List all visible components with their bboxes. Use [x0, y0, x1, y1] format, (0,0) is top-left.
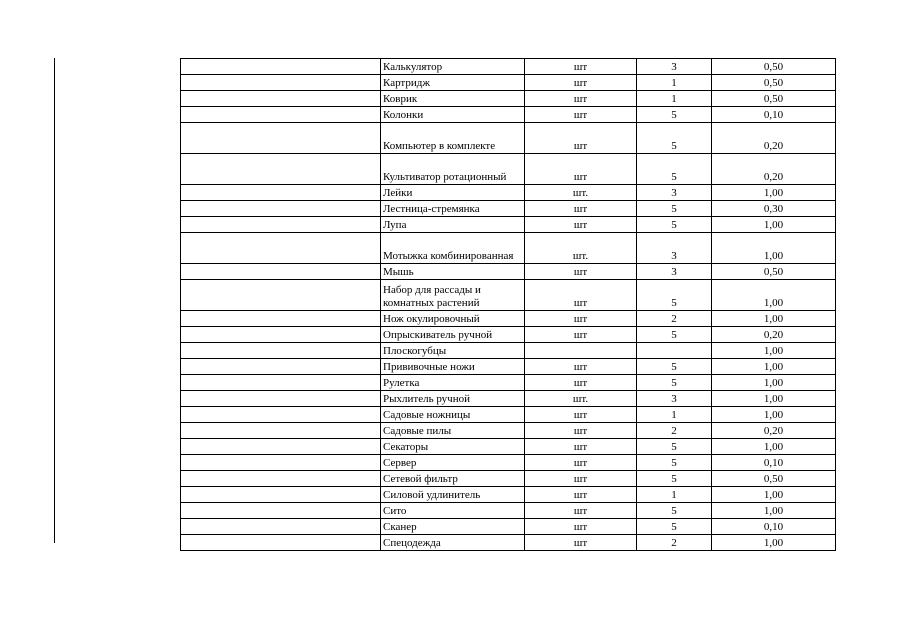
- quantity-cell: 1: [637, 91, 712, 107]
- rate-cell: 1,00: [712, 359, 836, 375]
- rate-cell: 1,00: [712, 185, 836, 201]
- item-name-cell: Спецодежда: [381, 535, 525, 551]
- blank-cell: [181, 519, 381, 535]
- item-name-cell: Плоскогубцы: [381, 343, 525, 359]
- rate-cell: 1,00: [712, 343, 836, 359]
- inventory-table: [180, 58, 836, 551]
- table-row: [181, 439, 836, 455]
- item-name-cell: Опрыскиватель ручной: [381, 327, 525, 343]
- quantity-cell: 5: [637, 519, 712, 535]
- table-row: [181, 123, 836, 154]
- item-name-cell: Лупа: [381, 217, 525, 233]
- unit-cell: шт: [525, 264, 637, 280]
- quantity-cell: [637, 343, 712, 359]
- item-name-cell: Рулетка: [381, 375, 525, 391]
- rate-cell: 1,00: [712, 280, 836, 311]
- table-row: [181, 217, 836, 233]
- rate-cell: 0,30: [712, 201, 836, 217]
- item-name-cell: Рыхлитель ручной: [381, 391, 525, 407]
- table-row: [181, 107, 836, 123]
- rate-cell: 0,50: [712, 91, 836, 107]
- unit-cell: шт.: [525, 233, 637, 264]
- quantity-cell: 2: [637, 535, 712, 551]
- table-row: [181, 407, 836, 423]
- blank-cell: [181, 487, 381, 503]
- item-name-cell: Секаторы: [381, 439, 525, 455]
- table-row: [181, 311, 836, 327]
- item-name-cell: Лестница-стремянка: [381, 201, 525, 217]
- item-name-cell: Набор для рассады и комнатных растений: [381, 280, 525, 311]
- item-name-cell: Компьютер в комплекте: [381, 123, 525, 154]
- blank-cell: [181, 455, 381, 471]
- blank-cell: [181, 233, 381, 264]
- quantity-cell: 5: [637, 503, 712, 519]
- blank-cell: [181, 375, 381, 391]
- unit-cell: шт: [525, 455, 637, 471]
- table-row: [181, 375, 836, 391]
- quantity-cell: 2: [637, 311, 712, 327]
- quantity-cell: 1: [637, 407, 712, 423]
- table-row: [181, 154, 836, 185]
- item-name-cell: Калькулятор: [381, 59, 525, 75]
- item-name-cell: Прививочные ножи: [381, 359, 525, 375]
- quantity-cell: 5: [637, 201, 712, 217]
- rate-cell: 0,50: [712, 75, 836, 91]
- rate-cell: 1,00: [712, 391, 836, 407]
- unit-cell: шт: [525, 123, 637, 154]
- blank-cell: [181, 201, 381, 217]
- blank-cell: [181, 359, 381, 375]
- blank-cell: [181, 280, 381, 311]
- unit-cell: шт: [525, 487, 637, 503]
- rate-cell: 1,00: [712, 407, 836, 423]
- quantity-cell: 5: [637, 375, 712, 391]
- blank-cell: [181, 471, 381, 487]
- unit-cell: шт: [525, 407, 637, 423]
- rate-cell: 1,00: [712, 535, 836, 551]
- table-row: [181, 487, 836, 503]
- table-row: [181, 185, 836, 201]
- blank-cell: [181, 91, 381, 107]
- unit-cell: шт: [525, 201, 637, 217]
- table-row: [181, 233, 836, 264]
- item-name-cell: Коврик: [381, 91, 525, 107]
- table-row: [181, 59, 836, 75]
- rate-cell: 0,50: [712, 264, 836, 280]
- quantity-cell: 5: [637, 439, 712, 455]
- unit-cell: шт.: [525, 391, 637, 407]
- unit-cell: шт: [525, 91, 637, 107]
- table-row: [181, 201, 836, 217]
- table-row: [181, 535, 836, 551]
- rate-cell: 1,00: [712, 439, 836, 455]
- rate-cell: 0,20: [712, 123, 836, 154]
- rate-cell: 1,00: [712, 217, 836, 233]
- unit-cell: шт: [525, 217, 637, 233]
- item-name-cell: Лейки: [381, 185, 525, 201]
- inventory-table-body: [181, 59, 836, 551]
- item-name-cell: Мотыжка комбинированная: [381, 233, 525, 264]
- rate-cell: 0,10: [712, 455, 836, 471]
- unit-cell: шт: [525, 359, 637, 375]
- quantity-cell: 1: [637, 75, 712, 91]
- rate-cell: 0,10: [712, 519, 836, 535]
- table-row: [181, 391, 836, 407]
- table-row: [181, 264, 836, 280]
- item-name-cell: Колонки: [381, 107, 525, 123]
- rate-cell: 1,00: [712, 503, 836, 519]
- blank-cell: [181, 75, 381, 91]
- blank-cell: [181, 343, 381, 359]
- blank-cell: [181, 423, 381, 439]
- blank-cell: [181, 185, 381, 201]
- item-name-cell: Мышь: [381, 264, 525, 280]
- blank-cell: [181, 107, 381, 123]
- unit-cell: шт: [525, 59, 637, 75]
- quantity-cell: 5: [637, 455, 712, 471]
- page-margin-line: [54, 58, 55, 543]
- rate-cell: 1,00: [712, 311, 836, 327]
- quantity-cell: 1: [637, 487, 712, 503]
- table-row: [181, 75, 836, 91]
- rate-cell: 1,00: [712, 375, 836, 391]
- unit-cell: шт: [525, 535, 637, 551]
- table-row: [181, 455, 836, 471]
- quantity-cell: 5: [637, 471, 712, 487]
- quantity-cell: 5: [637, 154, 712, 185]
- blank-cell: [181, 123, 381, 154]
- rate-cell: 0,10: [712, 107, 836, 123]
- unit-cell: [525, 343, 637, 359]
- blank-cell: [181, 327, 381, 343]
- unit-cell: шт: [525, 327, 637, 343]
- item-name-cell: Сито: [381, 503, 525, 519]
- table-row: [181, 91, 836, 107]
- blank-cell: [181, 439, 381, 455]
- unit-cell: шт: [525, 107, 637, 123]
- unit-cell: шт: [525, 471, 637, 487]
- table-row: [181, 519, 836, 535]
- rate-cell: 1,00: [712, 487, 836, 503]
- rate-cell: 0,20: [712, 154, 836, 185]
- quantity-cell: 5: [637, 217, 712, 233]
- item-name-cell: Садовые пилы: [381, 423, 525, 439]
- blank-cell: [181, 391, 381, 407]
- item-name-cell: Сервер: [381, 455, 525, 471]
- unit-cell: шт: [525, 280, 637, 311]
- blank-cell: [181, 217, 381, 233]
- quantity-cell: 5: [637, 327, 712, 343]
- unit-cell: шт: [525, 311, 637, 327]
- table-row: [181, 423, 836, 439]
- rate-cell: 0,20: [712, 423, 836, 439]
- blank-cell: [181, 311, 381, 327]
- quantity-cell: 3: [637, 185, 712, 201]
- rate-cell: 0,50: [712, 471, 836, 487]
- rate-cell: 0,20: [712, 327, 836, 343]
- rate-cell: 0,50: [712, 59, 836, 75]
- unit-cell: шт: [525, 375, 637, 391]
- item-name-cell: Нож окулировочный: [381, 311, 525, 327]
- blank-cell: [181, 503, 381, 519]
- quantity-cell: 3: [637, 59, 712, 75]
- item-name-cell: Силовой удлинитель: [381, 487, 525, 503]
- item-name-cell: Сканер: [381, 519, 525, 535]
- quantity-cell: 2: [637, 423, 712, 439]
- item-name-cell: Культиватор ротационный: [381, 154, 525, 185]
- quantity-cell: 5: [637, 359, 712, 375]
- item-name-cell: Сетевой фильтр: [381, 471, 525, 487]
- quantity-cell: 5: [637, 123, 712, 154]
- item-name-cell: Картридж: [381, 75, 525, 91]
- unit-cell: шт: [525, 75, 637, 91]
- blank-cell: [181, 535, 381, 551]
- blank-cell: [181, 264, 381, 280]
- unit-cell: шт: [525, 519, 637, 535]
- quantity-cell: 3: [637, 264, 712, 280]
- unit-cell: шт: [525, 503, 637, 519]
- unit-cell: шт.: [525, 185, 637, 201]
- unit-cell: шт: [525, 154, 637, 185]
- table-row: [181, 343, 836, 359]
- quantity-cell: 3: [637, 391, 712, 407]
- table-row: [181, 359, 836, 375]
- rate-cell: 1,00: [712, 233, 836, 264]
- blank-cell: [181, 154, 381, 185]
- quantity-cell: 5: [637, 280, 712, 311]
- unit-cell: шт: [525, 439, 637, 455]
- table-row: [181, 280, 836, 311]
- table-row: [181, 503, 836, 519]
- unit-cell: шт: [525, 423, 637, 439]
- blank-cell: [181, 407, 381, 423]
- quantity-cell: 3: [637, 233, 712, 264]
- table-row: [181, 471, 836, 487]
- table-row: [181, 327, 836, 343]
- blank-cell: [181, 59, 381, 75]
- quantity-cell: 5: [637, 107, 712, 123]
- item-name-cell: Садовые ножницы: [381, 407, 525, 423]
